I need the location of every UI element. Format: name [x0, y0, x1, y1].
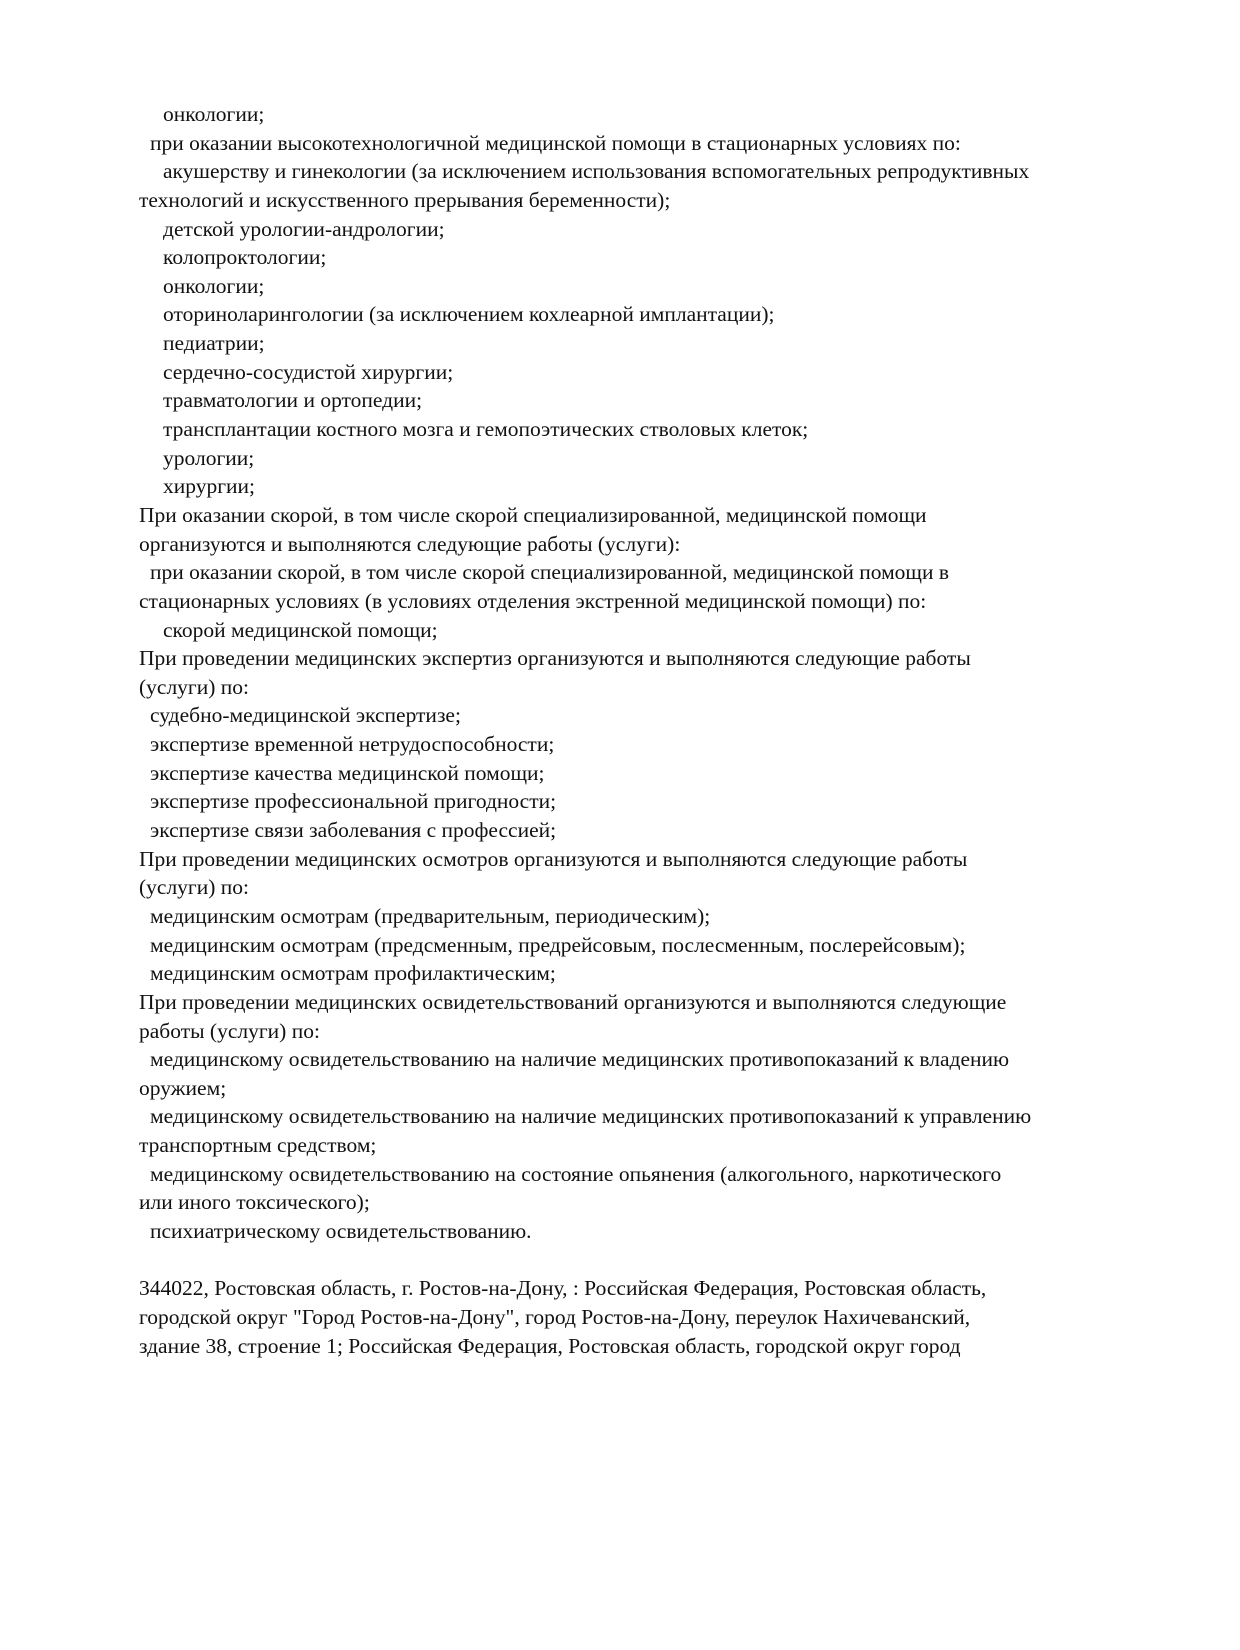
sub-list-item: урологии; — [163, 445, 255, 470]
paragraph-line: транспортным средством; — [139, 1133, 377, 1158]
paragraph-line: работы (услуги) по: — [139, 1018, 320, 1043]
list-item: медицинскому освидетельствованию на наличие медицинских противопоказаний к управлению — [150, 1104, 1032, 1129]
list-item: медицинскому освидетельствованию на состояние опьянения (алкогольного, наркотического — [150, 1161, 1002, 1186]
address-line: здание 38, строение 1; Российская Федерация, Ростовская область, городской округ город — [139, 1333, 961, 1358]
list-item: экспертизе профессиональной пригодности; — [150, 789, 557, 814]
paragraph-line: оружием; — [139, 1075, 227, 1100]
list-item: психиатрическому освидетельствованию. — [150, 1218, 532, 1243]
list-item: медицинским осмотрам (предсменным, предрейсовым, послесменным, послерейсовым); — [150, 932, 966, 957]
sub-list-item: онкологии; — [163, 273, 265, 298]
address-line: городской округ "Город Ростов-на-Дону", город Ростов-на-Дону, переулок Нахичеванский, — [139, 1304, 971, 1329]
paragraph-line: организуются и выполняются следующие работы (услуги): — [139, 531, 681, 556]
sub-list-item: педиатрии; — [163, 331, 265, 356]
sub-list-item: онкологии; — [163, 102, 265, 126]
sub-list-item: трансплантации костного мозга и гемопоэтических стволовых клеток; — [163, 417, 809, 442]
sub-list-item: акушерству и гинекологии (за исключением использования вспомогательных репродуктивных — [163, 159, 1030, 184]
list-item: экспертизе связи заболевания с профессией; — [150, 818, 557, 843]
sub-list-item: травматологии и ортопедии; — [163, 388, 423, 413]
paragraph-line: технологий и искусственного прерывания беременности); — [139, 187, 671, 212]
address-line: 344022, Ростовская область, г. Ростов-на-Дону, : Российская Федерация, Ростовская область, — [139, 1276, 987, 1301]
paragraph-line: При проведении медицинских освидетельствований организуются и выполняются следующие — [139, 989, 1007, 1014]
address-block — [139, 1274, 1129, 1360]
license-works-list — [139, 100, 1129, 1246]
list-item: медицинскому освидетельствованию на наличие медицинских противопоказаний к владению — [150, 1047, 1010, 1072]
paragraph-line: При проведении медицинских экспертиз организуются и выполняются следующие работы — [139, 646, 971, 671]
sub-list-item: оториноларингологии (за исключением кохлеарной имплантации); — [163, 302, 775, 327]
paragraph-line: (услуги) по: — [139, 875, 250, 900]
paragraph-line: При оказании скорой, в том числе скорой специализированной, медицинской помощи — [139, 502, 927, 527]
sub-list-item: хирургии; — [163, 474, 256, 499]
paragraph-line: или иного токсического); — [139, 1190, 370, 1215]
list-item: при оказании высокотехнологичной медицинской помощи в стационарных условиях по: — [150, 130, 961, 155]
paragraph-line: (услуги) по: — [139, 674, 250, 699]
list-item: экспертизе качества медицинской помощи; — [150, 760, 545, 785]
paragraph-line: При проведении медицинских осмотров организуются и выполняются следующие работы — [139, 846, 968, 871]
document-page — [139, 100, 1129, 1360]
list-item: медицинским осмотрам (предварительным, периодическим); — [150, 903, 711, 928]
sub-list-item: детской урологии-андрологии; — [163, 216, 445, 241]
list-item: медицинским осмотрам профилактическим; — [150, 961, 556, 986]
sub-list-item: сердечно-сосудистой хирургии; — [163, 359, 454, 384]
sub-list-item: колопроктологии; — [163, 245, 327, 270]
list-item: при оказании скорой, в том числе скорой специализированной, медицинской помощи в — [150, 560, 950, 585]
list-item: судебно-медицинской экспертизе; — [150, 703, 461, 728]
paragraph-line: стационарных условиях (в условиях отделения экстренной медицинской помощи) по: — [139, 588, 927, 613]
paragraph-gap — [139, 1246, 1129, 1275]
list-item: экспертизе временной нетрудоспособности; — [150, 732, 555, 757]
sub-list-item: скорой медицинской помощи; — [163, 617, 438, 642]
